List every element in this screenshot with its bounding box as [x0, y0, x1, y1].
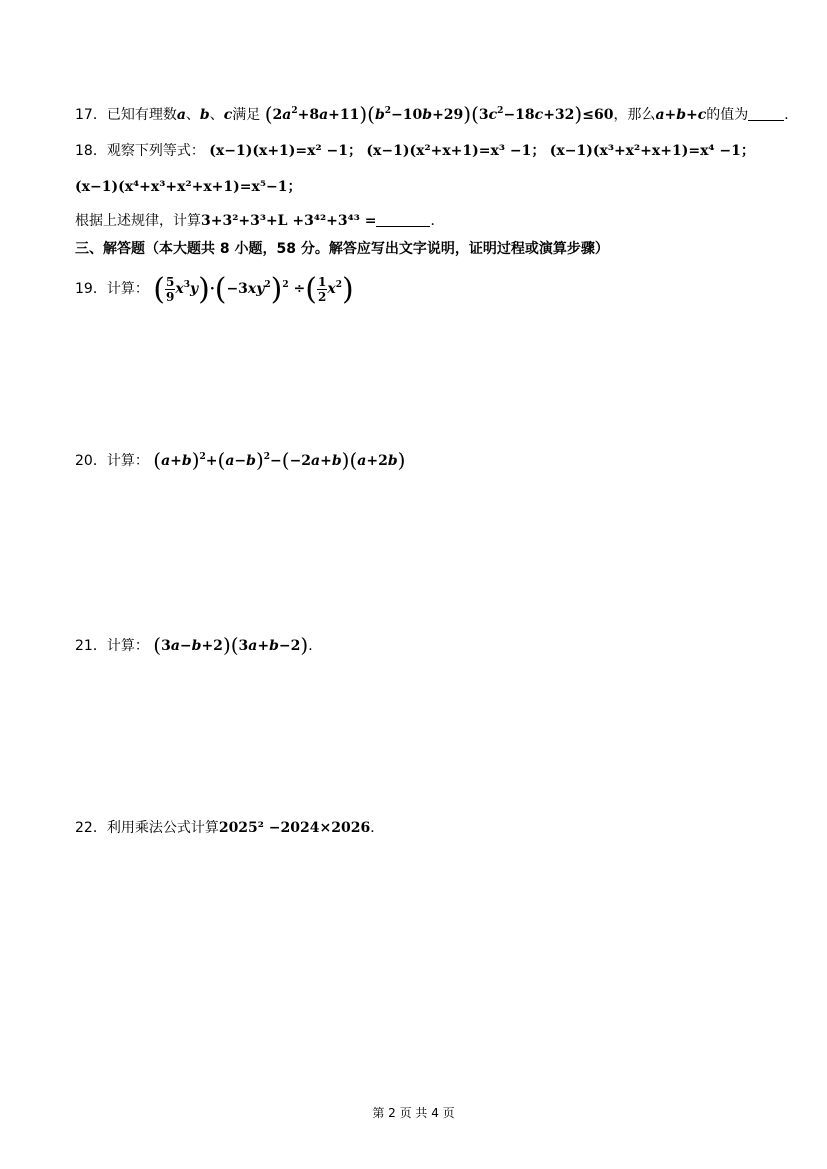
formula-21: (3a−b+2)(3a+b−2): [153, 633, 309, 657]
answer-blank[interactable]: [748, 120, 784, 121]
equation-4: (x−1)(x⁴+x³+x²+x+1)=x⁵−1；: [75, 179, 302, 195]
question-text: 计算：: [106, 453, 149, 469]
section-heading: 三、解答题（本大题共 8 小题，58 分。解答应写出文字说明，证明过程或演算步骤）: [75, 241, 609, 257]
question-22: 22．利用乘法公式计算2025² −2024×2026．: [75, 820, 385, 836]
variable-b: b: [199, 107, 210, 123]
rule-text: 根据上述规律，计算: [75, 213, 201, 229]
question-number: 18．: [75, 143, 107, 159]
rule-expression: 3+3²+3³+L +3⁴²+3⁴³ =: [201, 213, 377, 229]
answer-blank[interactable]: [376, 226, 430, 227]
page-footer: 第 2 页 共 4 页: [372, 1106, 455, 1120]
formula-19: ( $\frac{5}{9}$ $x^3y)\cdot(-3xy^2)^2$ ÷( $\frac{1}{2}$ $x^2$): [153, 272, 354, 307]
question-21: 21．计算： (3a−b+2)(3a+b−2)．: [75, 633, 323, 657]
equation-2: (x−1)(x²+x+1)=x³ −1；: [366, 143, 546, 159]
question-number: 19．: [75, 281, 107, 297]
formula-20: $(a+b)^2+(a-b)^2-(-2a+b)(a+2b)$: [153, 448, 406, 472]
question-text: 利用乘法公式计算: [106, 820, 219, 836]
question-number: 20．: [75, 453, 107, 469]
question-number: 17．: [75, 107, 107, 123]
question-18: [75, 140, 755, 160]
formula-product: $(2a^2+8a+11)(b^2-10b+29)(3c^2-18c+32)$: [264, 102, 583, 126]
question-17: 17．已知有理数a、b、c满足 $(2a^2+8a+11)(b^2-10b+29)(3c^2-18c+32)\le 60$，那么a+b+c的值为 ．: [75, 102, 799, 126]
equation-3: (x−1)(x³+x²+x+1)=x⁴ −1；: [549, 143, 755, 159]
question-19: [75, 272, 354, 307]
question-text: 观察下列等式：: [106, 143, 205, 159]
sum-expression: a+b+c: [655, 107, 707, 123]
equation-1: (x−1)(x+1)=x² −1；: [209, 143, 362, 159]
question-18-line2: [75, 176, 301, 196]
question-number: 21．: [75, 638, 107, 654]
question-text: 已知有理数: [106, 107, 177, 123]
question-number: 22．: [75, 820, 107, 836]
variable-c: c: [223, 107, 233, 123]
variable-a: a: [176, 107, 186, 123]
question-text: 计算：: [106, 281, 149, 297]
inequality: ≤60: [582, 107, 614, 123]
question-text: 计算：: [106, 638, 149, 654]
formula-22: 2025² −2024×2026: [218, 820, 371, 836]
question-20: [75, 448, 405, 472]
question-18-line3: 根据上述规律，计算3+3²+3³+L +3⁴²+3⁴³ = ．: [75, 213, 445, 229]
